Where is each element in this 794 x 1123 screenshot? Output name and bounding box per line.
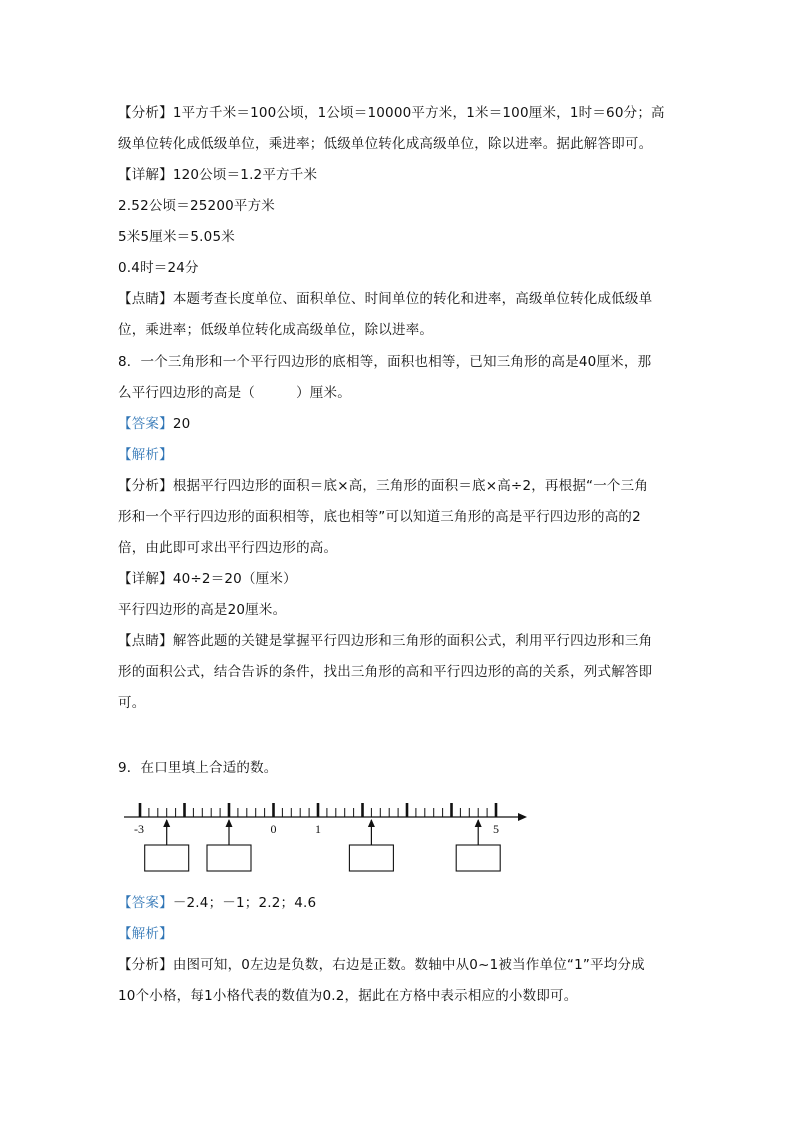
answer-box[interactable] [207,845,251,871]
tick-label: 0 [270,822,277,836]
q8-jiexi-tag: 【解析】 [118,447,173,463]
analysis-tag: 【分析】 [118,478,173,494]
answer-box[interactable] [456,845,500,871]
number-line-arrowhead [518,813,527,821]
q8-question-line-1: 8．一个三角形和一个平行四边形的底相等，面积也相等，已知三角形的高是40厘米，那 [118,354,652,370]
q8-comment-line-1 [118,632,652,650]
analysis-tag: 【分析】 [118,957,173,973]
number-line-pointers [145,819,501,871]
comment-tag: 【点睛】 [118,291,173,307]
comment-text: 解答此题的关键是掌握平行四边形和三角形的面积公式，利用平行四边形和三角 [172,633,653,649]
answer-box[interactable] [145,845,189,871]
q7-detail-line-2: 2.52公顷＝25200平方米 [118,198,276,214]
comment-tag: 【点睛】 [118,633,173,649]
detail-text: 40÷2＝20（厘米） [172,571,297,587]
answer-text: －2.4；－1；2.2；4.6 [172,895,317,911]
detail-tag: 【详解】 [118,571,173,587]
q8-detail-line-1 [118,570,297,588]
tick-label: -3 [134,822,144,836]
pointer-arrowhead [475,819,482,827]
q9-answer-line [118,894,316,912]
q8-comment-line-3: 可。 [118,695,146,711]
q9-jiexi-tag: 【解析】 [118,926,173,942]
pointer-arrowhead [226,819,233,827]
q9-analysis-line-1 [118,956,645,974]
analysis-tag: 【分析】 [118,105,173,121]
q7-comment-line-2: 位，乘进率；低级单位转化成高级单位，除以进率。 [118,322,434,338]
answer-box[interactable] [349,845,393,871]
q7-detail-line-1 [118,166,317,184]
q8-answer-line [118,415,190,433]
tick-label: 5 [493,822,499,836]
pointer-arrowhead [163,819,170,827]
pointer-arrowhead [368,819,375,827]
analysis-text: 1平方千米＝100公顷，1公顷＝10000平方米，1米＝100厘米，1时＝60分；高 [172,105,665,121]
q8-analysis-line-2: 形和一个平行四边形的面积相等，底也相等”可以知道三角形的高是平行四边形的高的2 [118,509,641,525]
q8-analysis-line-1 [118,477,648,495]
q7-detail-line-3: 5米5厘米＝5.05米 [118,229,235,245]
number-line-labels [134,822,499,836]
q7-comment-line-1 [118,290,652,308]
answer-text: 20 [172,416,191,432]
q8-question-line-2: 么平行四边形的高是（ ）厘米。 [118,385,351,401]
q8-detail-line-2: 平行四边形的高是20厘米。 [118,602,287,618]
tick-label: 1 [315,822,321,836]
q7-analysis-line-1 [118,104,665,122]
q7-detail-line-4: 0.4时＝24分 [118,260,199,276]
q7-analysis-line-2: 级单位转化成低级单位，乘进率；低级单位转化成高级单位，除以进率。据此解答即可。 [118,136,653,152]
q8-comment-line-2: 形的面积公式，结合告诉的条件，找出三角形的高和平行四边形的高的关系，列式解答即 [118,664,653,680]
q9-analysis-line-2: 10个小格，每1小格代表的数值为0.2，据此在方格中表示相应的小数即可。 [118,988,578,1004]
detail-text: 120公顷＝1.2平方千米 [172,167,318,183]
answer-tag: 【答案】 [118,895,173,911]
number-line-ticks [140,803,496,817]
detail-tag: 【详解】 [118,167,173,183]
comment-text: 本题考查长度单位、面积单位、时间单位的转化和进率，高级单位转化成低级单 [172,291,653,307]
q9-question: 9．在口里填上合适的数。 [118,760,278,776]
analysis-text: 根据平行四边形的面积＝底×高，三角形的面积＝底×高÷2，再根据“一个三角 [172,478,649,494]
analysis-text: 由图可知，0左边是负数，右边是正数。数轴中从0~1被当作单位“1”平均分成 [172,957,645,973]
q8-analysis-line-3: 倍，由此即可求出平行四边形的高。 [118,540,338,556]
number-line-figure [118,796,538,874]
answer-tag: 【答案】 [118,416,173,432]
